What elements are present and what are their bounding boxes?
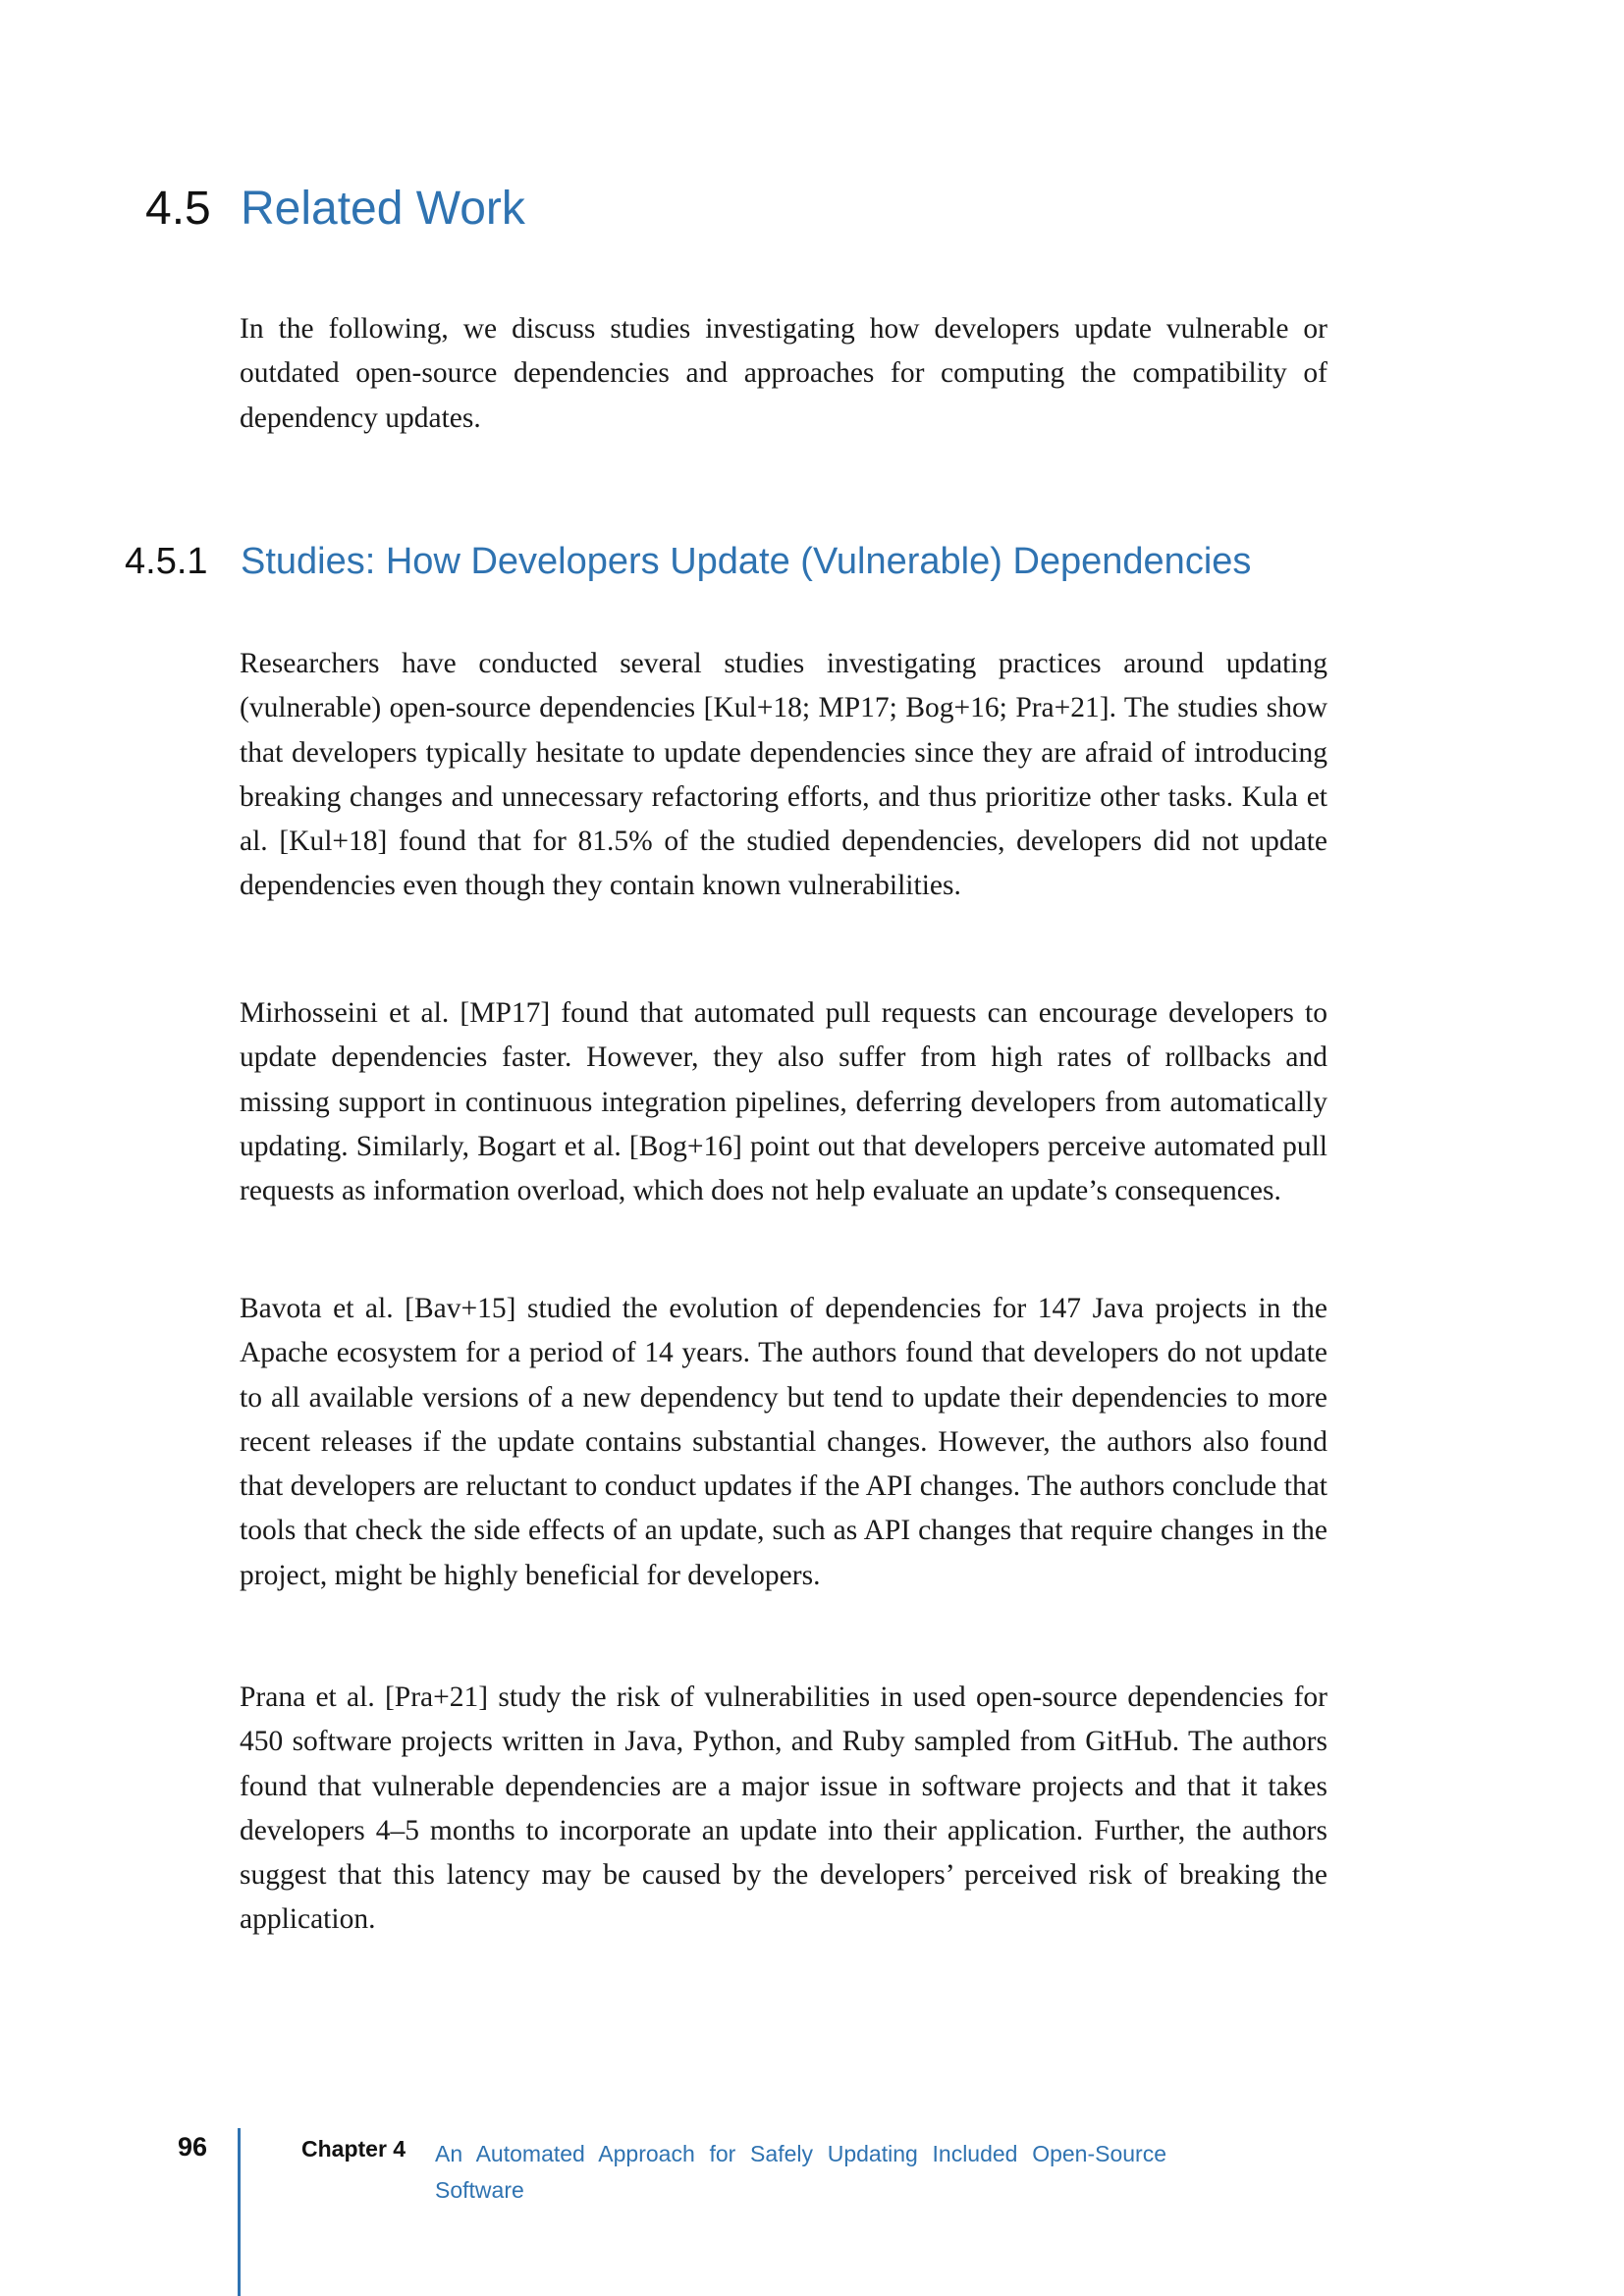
- subsection-number: 4.5.1: [125, 541, 208, 582]
- section-number: 4.5: [145, 183, 211, 235]
- paragraph-bavota: Bavota et al. [Bav+15] studied the evolution of dependencies for 147 Java projects in the Apache ecosystem for a period of 14 years. The authors found that developers do not update to all available versions of a new dependency but tend to update their dependencies to more recent releases if the update contains substantial changes. However, the authors also found that developers are reluctant to conduct updates if the API changes. The authors conclude that tools that check the side effects of an update, such as API changes that require changes in the project, might be highly beneficial for developers.: [240, 1293, 1327, 1591]
- section-heading: [145, 180, 525, 239]
- paragraph-prana: Prana et al. [Pra+21] study the risk of vulnerabilities in used open-source dependencies for 450 software projects written in Java, Python, and Ruby sampled from GitHub. The authors found that vulnerable dependencies are a major issue in software projects and that it takes developers 4–5 months to incorporate an update into their application. Further, the authors suggest that this latency may be caused by the developers’ perceived risk of breaking the application.: [240, 1682, 1327, 1936]
- paragraph-mirhosseini: Mirhosseini et al. [MP17] found that automated pull requests can encourage developers to update dependencies faster. However, they also suffer from high rates of rollbacks and missing support in continuous integration pipelines, deferring developers from automatically updating. Similarly, Bogart et al. [Bog+16] point out that developers perceive automated pull requests as information overload, which does not help evaluate an update’s consequences.: [240, 997, 1327, 1207]
- section-intro-paragraph: In the following, we discuss studies investigating how developers update vulnerable or outdated open-source dependencies and approaches for computing the compatibility of dependency updates.: [240, 313, 1327, 434]
- footer-chapter-title: An Automated Approach for Safely Updating Included Open-Source Software: [435, 2141, 1166, 2203]
- subsection-heading: [125, 538, 1251, 585]
- footer-chapter-label: Chapter 4: [301, 2136, 406, 2162]
- page-number: 96: [178, 2132, 208, 2162]
- subsection-title: Studies: How Developers Update (Vulnerable) Dependencies: [241, 541, 1252, 582]
- paragraph-studies-overview: Researchers have conducted several studies investigating practices around updating (vulnerable) open-source dependencies [Kul+18; MP17; Bog+16; Pra+21]. The studies show that developers typically hesitate to update dependencies since they are afraid of introducing breaking changes and unnecessary refactoring efforts, and thus prioritize other tasks. Kula et al. [Kul+18] found that for 81.5% of the studied dependencies, developers did not update dependencies even though they contain known vulnerabilities.: [240, 648, 1327, 902]
- section-title: Related Work: [241, 183, 525, 235]
- footer-divider-bar: [238, 2128, 241, 2296]
